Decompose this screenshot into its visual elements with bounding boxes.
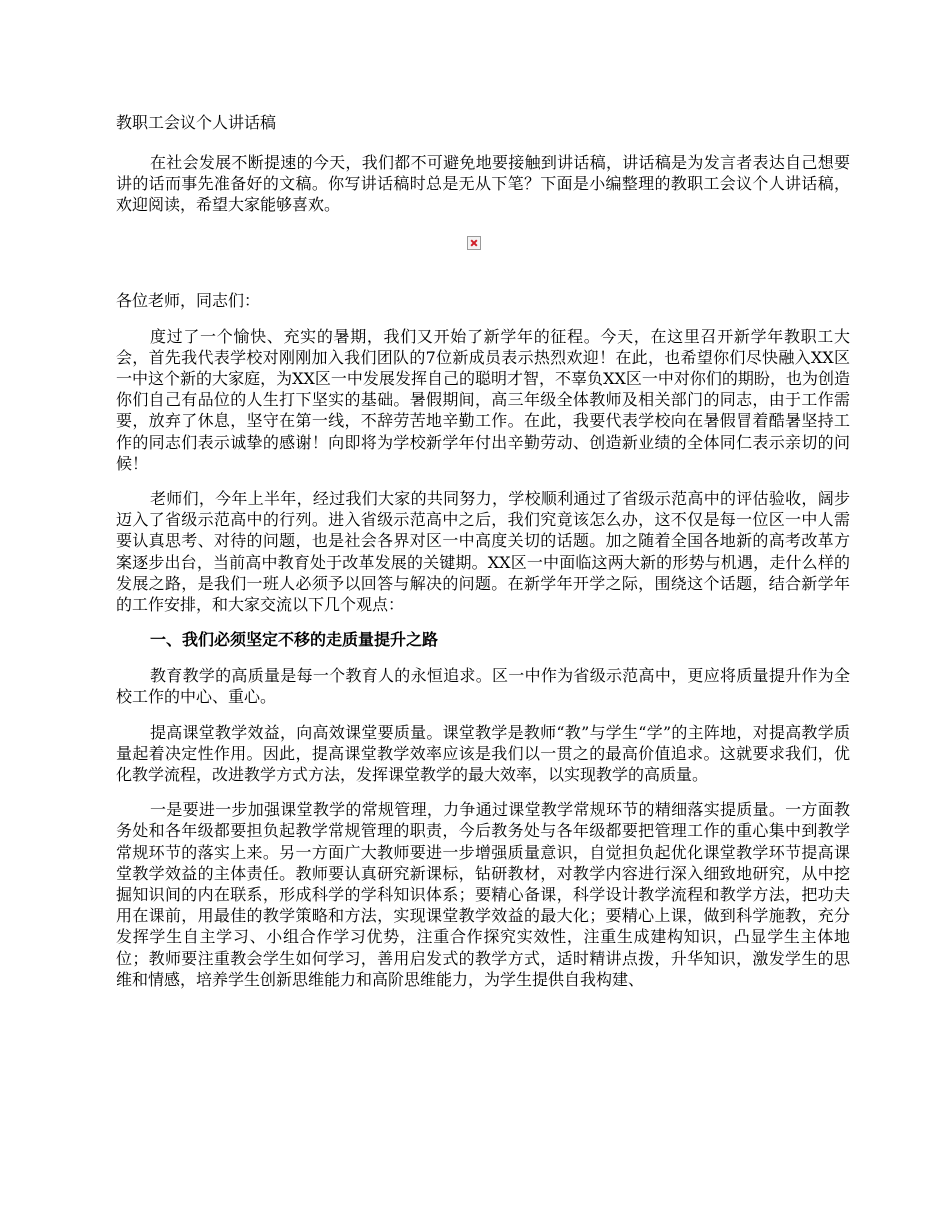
body-paragraph: 一是要进一步加强课堂教学的常规管理，力争通过课堂教学常规环节的精细落实提质量。一方面教务处和各年级都要担负起教学常规管理的职责，今后教务处与各年级都要把管理工作的重心集中到教学常规环节的落实上来。另一方面广大教师要进一步增强质量意识，自觉担负起优化课堂教学环节提高课堂教学效益的主体责任。教师要认真研究新课标，钻研教材，对教学内容进行深入细致地研究，从中挖掘知识间的内在联系，形成科学的学科知识体系；要精心备课，科学设计教学流程和教学方法，把功夫用在课前，用最佳的教学策略和方法，实现课堂教学效益的最大化；要精心上课，做到科学施教，充分发挥学生自主学习、小组合作学习优势，注重合作探究实效性，注重生成建构知识，凸显学生主体地位；教师要注重教会学生如何学习，善用启发式的教学方式，适时精讲点拨，升华知识，激发学生的思维和情感，培养学生创新思维能力和高阶思维能力，为学生提供自我构建、 xyxy=(116,800,850,989)
body-paragraph: 提高课堂教学效益，向高效课堂要质量。课堂教学是教师“教”与学生“学”的主阵地，对提高教学质量起着决定性作用。因此，提高课堂教学效率应该是我们以一贯之的最高价值追求。这就要求我们，优化教学流程，改进教学方式方法，发挥课堂教学的最大效率，以实现教学的高质量。 xyxy=(116,722,850,785)
salutation: 各位老师，同志们： xyxy=(116,290,261,310)
section-heading: 一、我们必须坚定不移的走质量提升之路 xyxy=(150,630,439,650)
body-paragraph: 教育教学的高质量是每一个教育人的永恒追求。区一中作为省级示范高中，更应将质量提升作为全校工作的中心、重心。 xyxy=(116,666,850,707)
document-page xyxy=(116,112,850,1004)
broken-image-icon xyxy=(467,236,481,250)
document-title: 教职工会议个人讲话稿 xyxy=(116,113,277,132)
body-paragraph: 老师们，今年上半年，经过我们大家的共同努力，学校顺利通过了省级示范高中的评估验收，阔步迈入了省级示范高中的行列。进入省级示范高中之后，我们究竟该怎么办，这不仅是每一位区一中人需要认真思考、对待的问题，也是社会各界对区一中高度关切的话题。加之随着全国各地新的高考改革方案逐步出台，当前高中教育处于改革发展的关键期。XX区一中面临这两大新的形势与机遇，走什么样的发展之路，是我们一班人必须予以回答与解决的问题。在新学年开学之际，围绕这个话题，结合新学年的工作安排，和大家交流以下几个观点： xyxy=(116,489,850,615)
image-placeholder xyxy=(116,230,850,282)
intro-paragraph: 在社会发展不断提速的今天，我们都不可避免地要接触到讲话稿，讲话稿是为发言者表达自己想要讲的话而事先准备好的文稿。你写讲话稿时总是无从下笔？下面是小编整理的教职工会议个人讲话稿，欢迎阅读，希望大家能够喜欢。 xyxy=(116,153,850,215)
body-paragraph: 度过了一个愉快、充实的暑期，我们又开始了新学年的征程。今天，在这里召开新学年教职工大会，首先我代表学校对刚刚加入我们团队的7位新成员表示热烈欢迎！在此，也希望你们尽快融入XX区一中这个新的大家庭，为XX区一中发展发挥自己的聪明才智，不辜负XX区一中对你们的期盼，也为创造你们自己有品位的人生打下坚实的基础。暑假期间，高三年级全体教师及相关部门的同志，由于工作需要，放弃了休息，坚守在第一线，不辞劳苦地辛勤工作。在此，我要代表学校向在暑假冒着酷暑坚持工作的同志们表示诚挚的感谢！向即将为学校新学年付出辛勤劳动、创造新业绩的全体同仁表示亲切的问候！ xyxy=(116,326,850,473)
